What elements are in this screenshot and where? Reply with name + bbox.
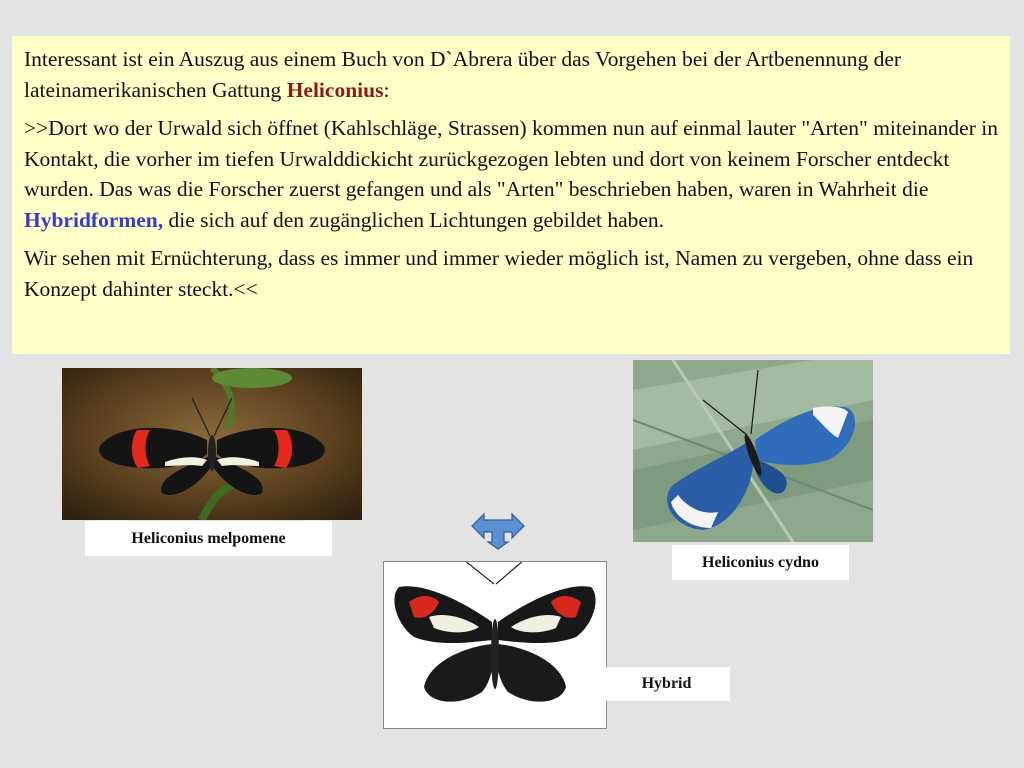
cydno-caption: Heliconius cydno [672,545,849,580]
quote-box [12,36,1010,354]
quote-text: Interessant ist ein Auszug aus einem Buch von D`Abrera über das Vorgehen bei der Artbenennung der lateinamerikanischen Gattung [24,47,902,102]
genus-highlight: Heliconius [286,77,384,102]
quote-paragraph-2 [24,113,998,235]
hybrid-highlight: Hybridformen, [24,207,164,232]
quote-paragraph-3: Wir sehen mit Ernüchterung, dass es immer und immer wieder möglich ist, Namen zu vergeben, ohne dass ein Konzept dahinter steckt.<< [24,246,974,301]
hybrid-caption: Hybrid [603,667,730,701]
quote-text: >>Dort wo der Urwald sich öffnet (Kahlschläge, Strassen) kommen nun auf einmal lauter "Arten" miteinander in Kontakt, die vorher im tiefen Urwalddickicht zurückgezogen lebten und dort von keinem Forscher entdeckt wurden. Das was die Forscher zuerst gefangen und als "Arten" beschrieben haben, waren in Wahrheit die [24,116,998,201]
cydno-photo [633,360,873,542]
quote-text: die sich auf den zugänglichen Lichtungen gebildet haben. [163,207,665,232]
hybrid-photo [383,561,607,729]
melpomene-photo [62,368,362,520]
quote-text: : [383,77,390,102]
melpomene-caption: Heliconius melpomene [85,521,332,556]
cross-arrow-icon [470,512,526,550]
quote-paragraph-1 [24,44,998,105]
